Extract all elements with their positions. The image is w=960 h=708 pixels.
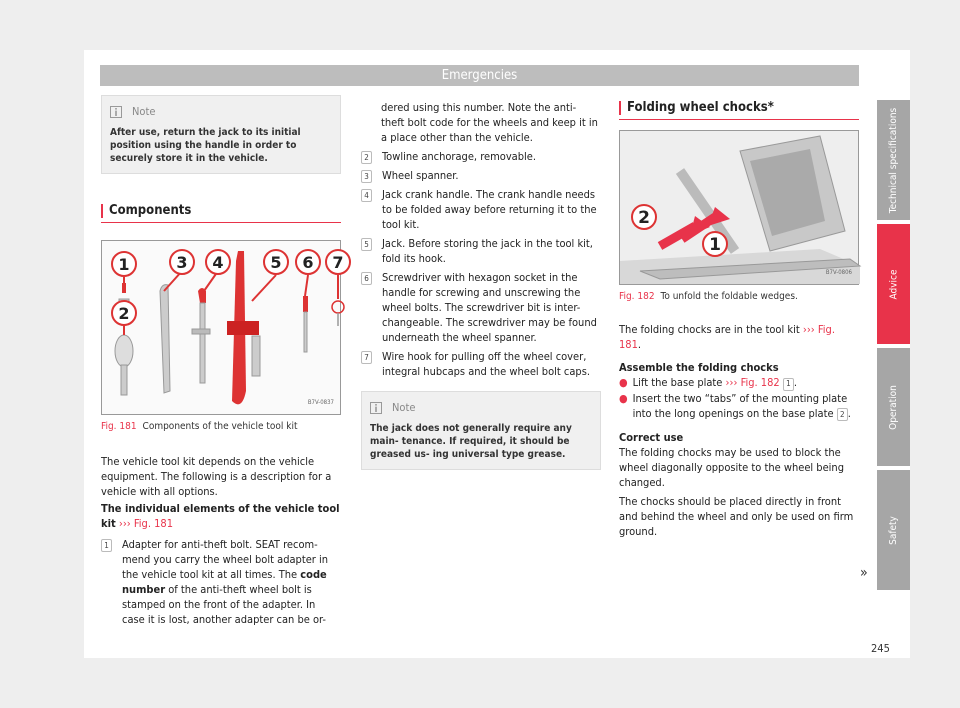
fig-181-link[interactable]: ››› Fig. 181 (619, 323, 835, 351)
tab-operation[interactable]: Operation (877, 348, 910, 466)
list-item: 5 Jack. Before storing the jack in the tool kit, fold its hook. (361, 236, 601, 266)
callout-5: 5 (270, 253, 282, 272)
list-item: 3 Wheel spanner. (361, 168, 601, 183)
list-item (101, 537, 341, 627)
column-middle (361, 100, 601, 470)
item-number-badge: 2 (837, 408, 848, 421)
callout-1: 1 (118, 255, 130, 274)
tab-safety[interactable]: Safety (877, 470, 910, 590)
note-text: After use, return the jack to its initial position using the handle in order to securely store it in the vehicle. (110, 127, 301, 164)
continued-marker: » (860, 565, 868, 581)
item-number-badge: 2 (361, 151, 372, 164)
correct-use-heading: Correct use (619, 431, 684, 444)
info-icon (110, 106, 122, 118)
tab-technical-specifications[interactable]: Technical specifications (877, 100, 910, 220)
correct-use-paragraph-1: The folding chocks may be used to block the wheel diagonally opposite to the wheel being changed. (619, 446, 844, 489)
correct-use-paragraph-2: The chocks should be placed directly in front and behind the wheel and only be used on firm ground. (619, 495, 854, 538)
fig-181-link[interactable]: ››› Fig. 181 (118, 517, 174, 530)
wheel-chocks-illustration (620, 131, 860, 284)
assemble-heading: Assemble the folding chocks (619, 361, 779, 374)
figure-code: B7V-0806 (825, 269, 852, 276)
item1-continued: dered using this number. Note the anti- theft bolt code for the wheels and keep it in a place other than the vehicle. (381, 101, 598, 144)
item-number-badge: 1 (783, 378, 794, 391)
note-text: The jack does not generally require any main- tenance. If required, it should be greased us- ing universal type grease. (370, 423, 572, 460)
figure-code: B7V-0837 (307, 399, 334, 406)
tool-kit-intro: The vehicle tool kit depends on the vehicle equipment. The following is a description for a vehicle with all options. (101, 455, 332, 498)
section-header-title: Emergencies (441, 68, 518, 83)
bullet-item: ● Lift the base plate ››› Fig. 182 1 . (619, 376, 798, 389)
note-box-jack-maintenance (361, 391, 601, 470)
info-icon (370, 402, 382, 414)
item-number-badge: 7 (361, 351, 372, 364)
section-header (100, 65, 859, 86)
wheel-chocks-heading: Folding wheel chocks* (619, 100, 859, 120)
fig-182-link[interactable]: ››› Fig. 182 (725, 376, 780, 389)
item-number-badge: 1 (101, 539, 112, 552)
figure-181-caption: Fig. 181 Components of the vehicle tool kit (101, 421, 298, 432)
components-heading: Components (101, 203, 341, 223)
list-item: 7 Wire hook for pulling off the wheel cover, integral hubcaps and the wheel bolt caps. (361, 349, 601, 379)
page-number: 245 (871, 642, 890, 655)
chocks-intro: The folding chocks are in the tool kit ››› Fig. 181. (619, 323, 835, 351)
item-number-badge: 3 (361, 170, 372, 183)
callout-4: 4 (212, 253, 224, 272)
callout-2: 2 (118, 304, 130, 323)
note-label: Note (132, 105, 156, 118)
figure-182-caption: Fig. 182 To unfold the foldable wedges. (619, 291, 798, 302)
list-item: 4 Jack crank handle. The crank handle needs to be folded away before returning it to the tool kit. (361, 187, 601, 232)
list-item: 6 Screwdriver with hexagon socket in the handle for screwing and unscrewing the wheel bolts. The screwdriver bit is inter- changeable. The screwdriver may be found underneath the wheel spanner. (361, 270, 601, 345)
figure-182-wheel-chocks (619, 130, 859, 285)
callout-2: 2 (638, 208, 650, 228)
tab-advice[interactable]: Advice (877, 224, 910, 344)
bullet-item: ● Insert the two “tabs” of the mounting plate into the long openings on the base plate 2 . (619, 391, 851, 420)
callout-7: 7 (332, 253, 344, 272)
callout-1: 1 (709, 235, 721, 255)
callout-3: 3 (176, 253, 188, 272)
figure-181-tool-kit (101, 240, 344, 415)
note-label: Note (392, 401, 416, 414)
callout-6: 6 (302, 253, 314, 272)
item-number-badge: 4 (361, 189, 372, 202)
item-number-badge: 6 (361, 272, 372, 285)
list-item: 2 Towline anchorage, removable. (361, 149, 601, 164)
item-number-badge: 5 (361, 238, 372, 251)
tool-kit-illustration (102, 241, 342, 414)
item-text: Adapter for anti-theft bolt. SEAT recom- mend you carry the wheel bolt adapter in the vehicle tool kit at all times. The code number of the anti-theft wheel bolt is stamped on the front of the adapter. In case it is lost, another adapter can be or- (122, 538, 329, 626)
column-right (619, 100, 859, 539)
note-box-jack-return (101, 95, 341, 174)
column-left (101, 95, 344, 627)
tool-kit-list-heading: The individual elements of the vehicle tool kit ››› Fig. 181 (101, 502, 340, 530)
